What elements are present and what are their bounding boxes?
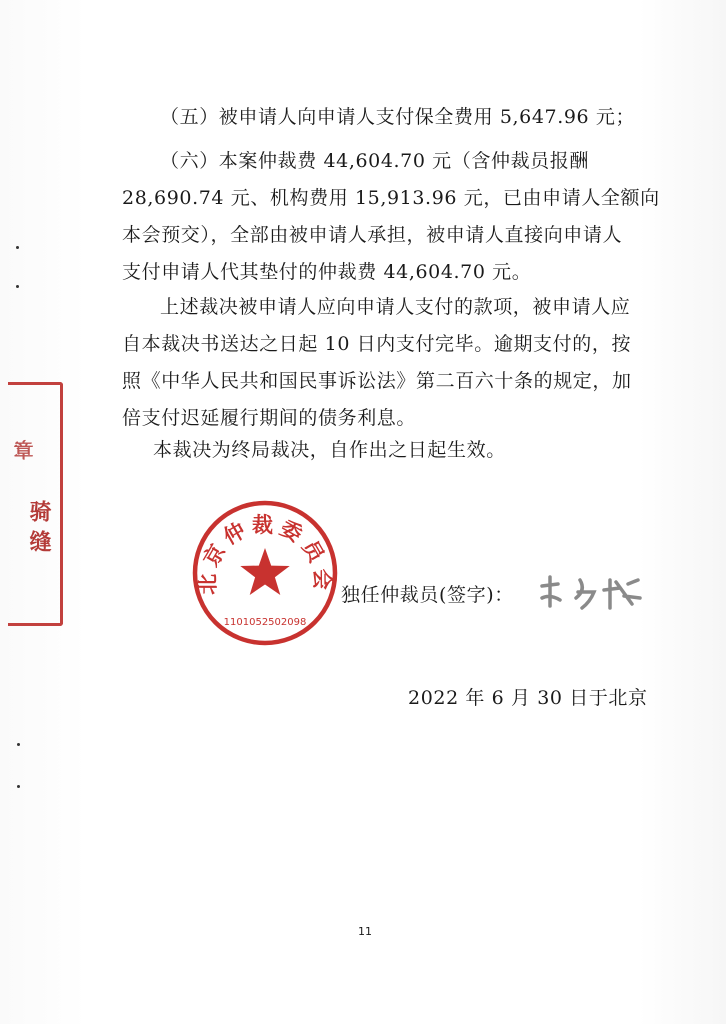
seam-stamp-text: 骑缝 [26,500,51,560]
seal-name: 北京仲裁委员会 [195,513,335,595]
page-number: 11 [358,925,372,938]
text-line: 照《中华人民共和国民事诉讼法》第二百六十条的规定，加 [122,370,632,392]
binding-dot [17,743,20,746]
text-line: 本会预交），全部由被申请人承担，被申请人直接向申请人 [122,224,623,246]
binding-dot [16,246,19,249]
text-line: 支付申请人代其垫付的仲裁费 44,604.70 元。 [122,261,532,283]
date-line: 2022 年 6 月 30 日于北京 [408,687,648,709]
clause-six [122,143,660,291]
clause-five [122,99,656,136]
text-line: （六）本案仲裁费 44,604.70 元（含仲裁员报酬 [160,150,589,172]
signer-label: 独任仲裁员(签字)： [341,584,514,606]
text-line: 自本裁决书送达之日起 10 日内支付完毕。逾期支付的，按 [122,333,632,355]
official-seal [190,498,340,648]
binding-dot [17,785,20,788]
text-line: 本裁决为终局裁决，自作出之日起生效。 [153,439,506,461]
finality-paragraph [122,432,618,469]
text-line: 倍支付迟延履行期间的债务利息。 [122,407,417,429]
text-line: 28,690.74 元、机构费用 15,913.96 元，已由申请人全额向 [122,187,660,209]
seal-code: 1101052502098 [223,617,307,628]
seam-stamp-text-partial: 章 [13,440,37,468]
binding-dot [16,285,19,288]
handwritten-signature [536,572,646,614]
star-icon [240,548,289,595]
payment-paragraph [122,289,632,437]
text-line: 上述裁决被申请人应向申请人支付的款项，被申请人应 [160,296,631,318]
text-line: （五）被申请人向申请人支付保全费用 5,647.96 元； [160,106,636,128]
